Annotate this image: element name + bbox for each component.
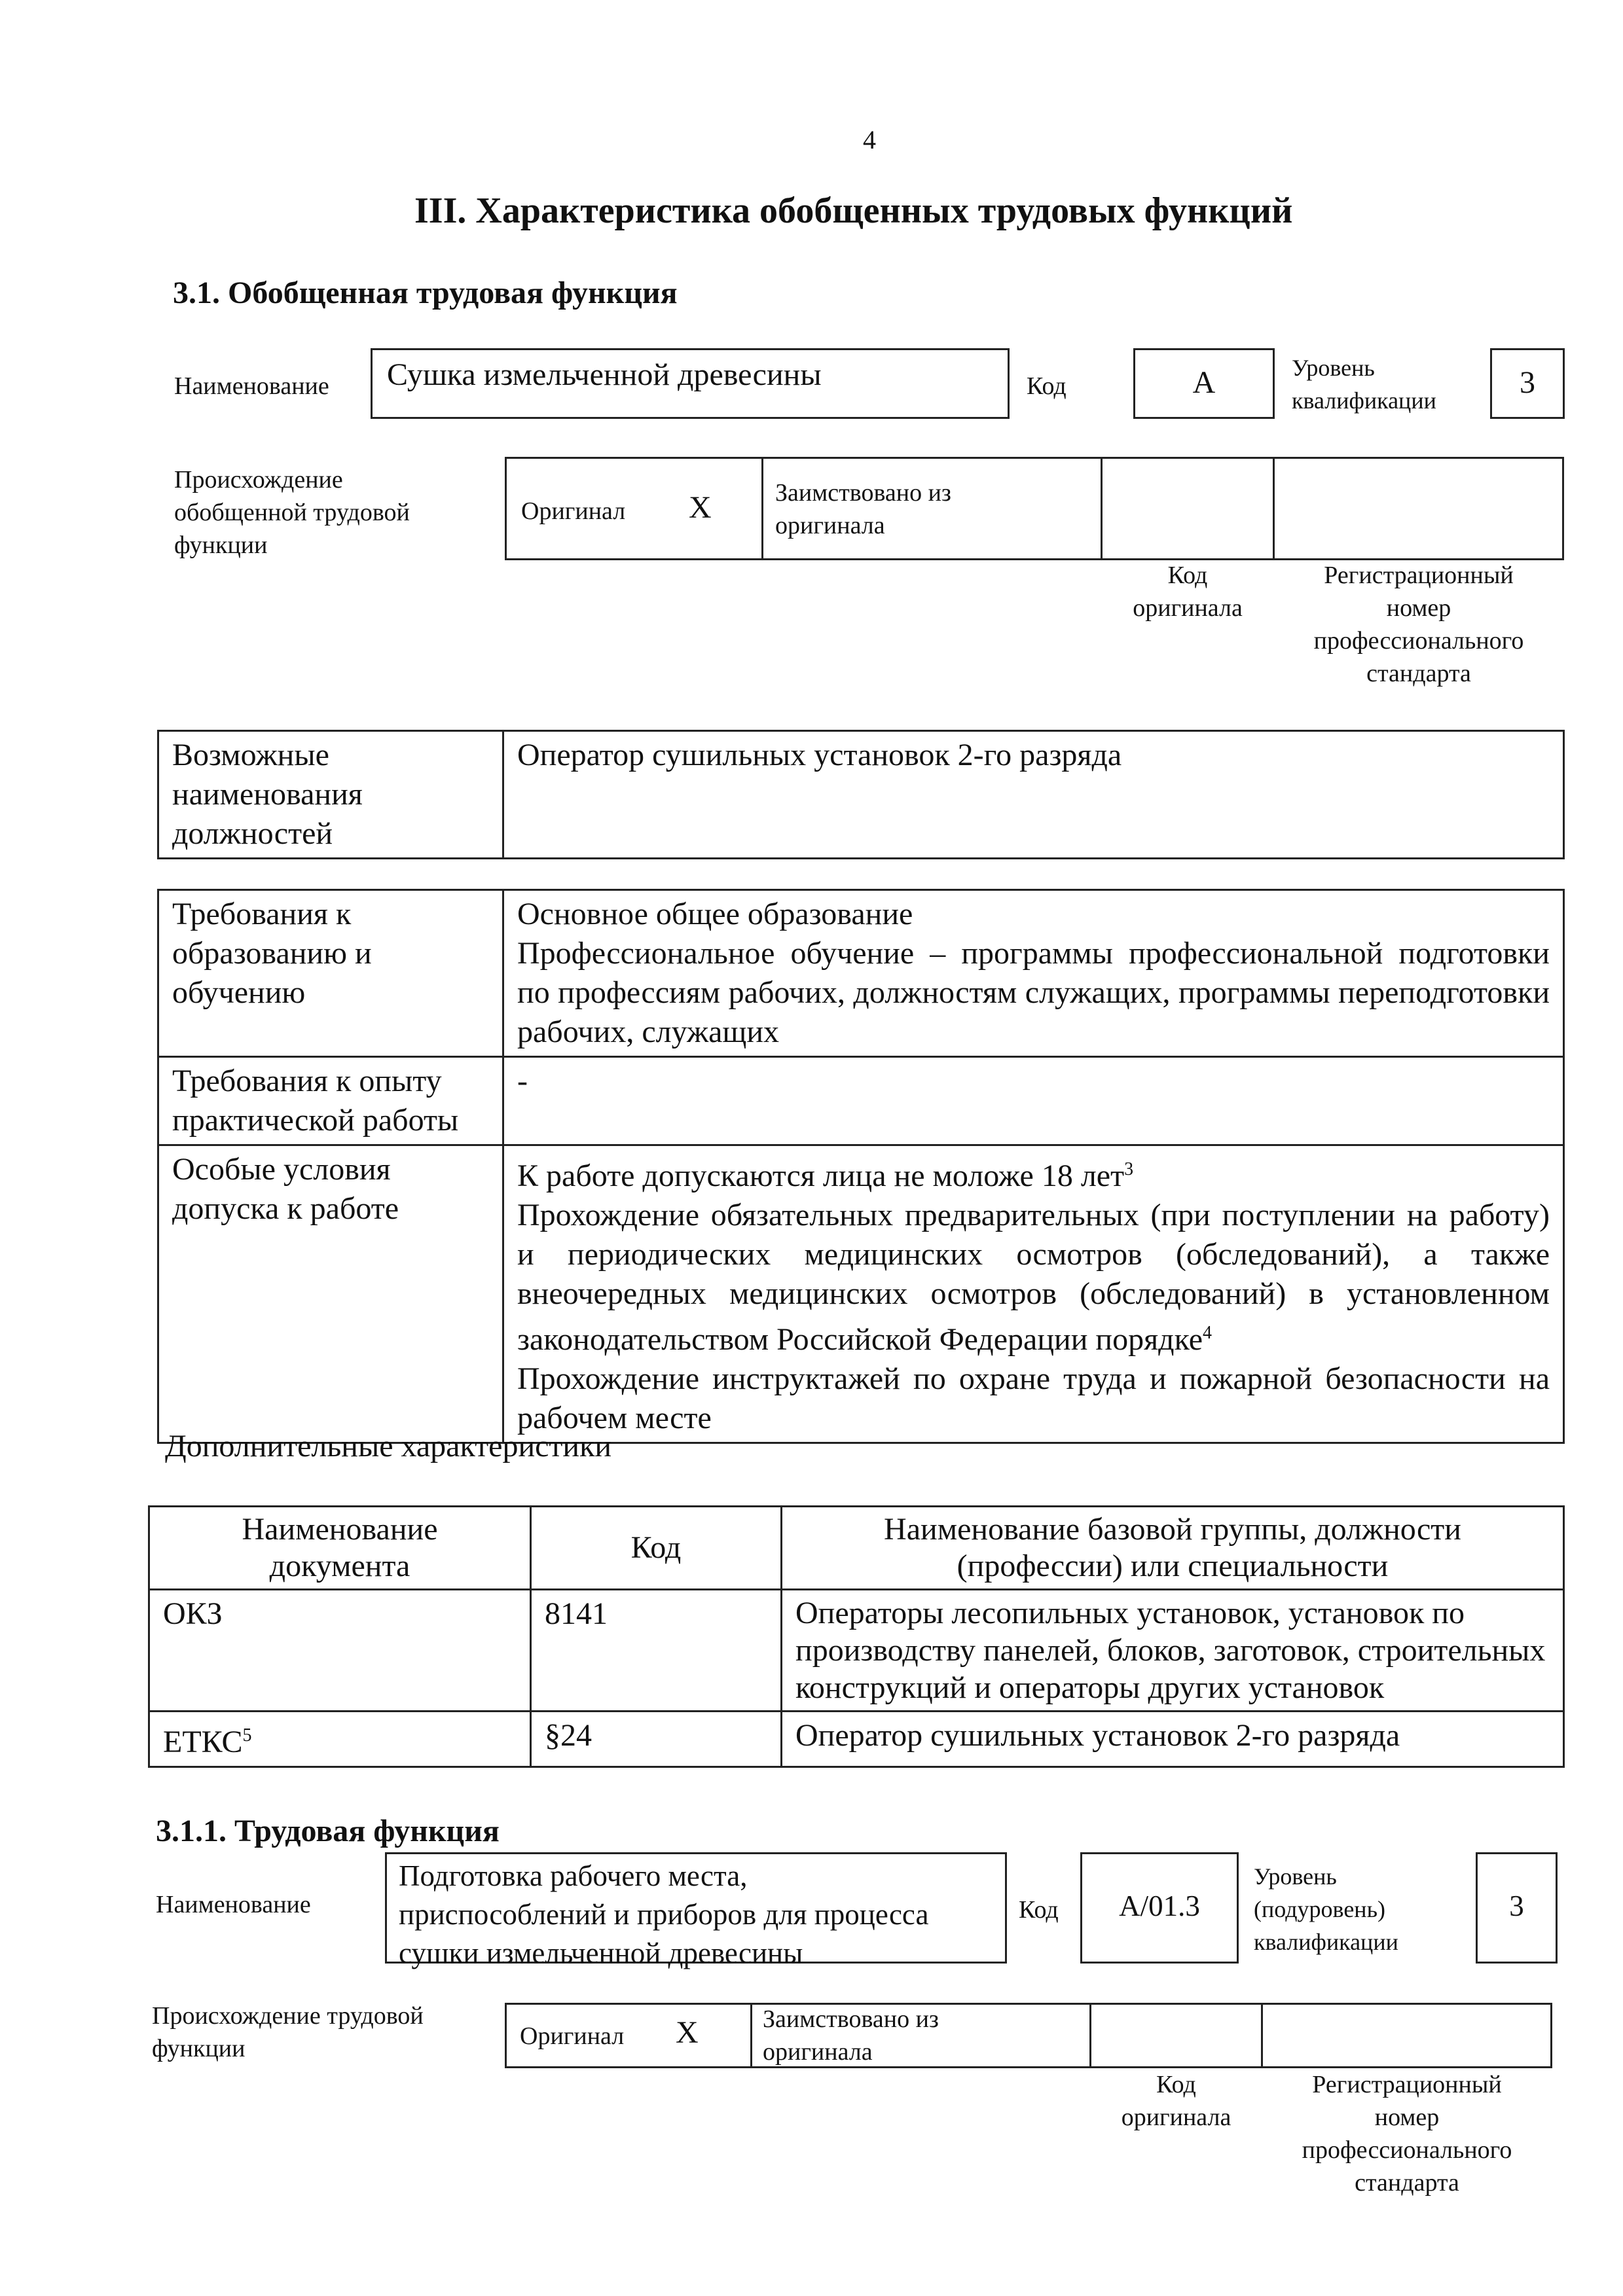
table-row [149, 1712, 1564, 1767]
gtf-reg-caption [1273, 559, 1565, 690]
gtf-orig-code-line2: оригинала [1133, 594, 1243, 622]
row-doc: ОКЗ [149, 1590, 531, 1712]
gtf-level-box [1490, 348, 1565, 419]
positions-label-line3: должностей [172, 816, 333, 851]
cond-line2-text: Прохождение обязательных предварительных (при поступлении на работу) и периодических медицинских осмотров (обследований), а также внеочередных медицинских осмотров (обследований) в установленном законодательством Российской Федерации порядке [517, 1198, 1550, 1357]
tf-original-label: Оригинал [520, 2022, 625, 2050]
tf-level-value: 3 [1509, 1890, 1524, 1922]
gtf-name-value: Сушка измельченной древесины [387, 357, 822, 392]
footnote-3: 3 [1124, 1159, 1134, 1179]
gtf-level-label [1292, 351, 1436, 417]
edu-label-line3: обучению [172, 975, 306, 1010]
row-name: Операторы лесопильных установок, установок по производству панелей, блоков, заготовок, строительных конструкций и операторы других установок [782, 1590, 1564, 1712]
gtf-origin-table [505, 457, 1564, 560]
edu-label-line2: образованию и [172, 936, 372, 971]
tf-orig-code-caption [1089, 2068, 1263, 2134]
gtf-original-label: Оригинал [521, 497, 626, 525]
tf-code-value: А/01.3 [1119, 1890, 1200, 1922]
row-code: §24 [531, 1712, 782, 1767]
positions-value: Оператор сушильных установок 2-го разряда [503, 731, 1564, 859]
tf-origin-label [152, 2000, 424, 2065]
header-doc-line2: документа [269, 1549, 410, 1583]
gtf-reg-line1: Регистрационный [1324, 562, 1514, 589]
exp-value: - [503, 1057, 1564, 1145]
positions-label-line1: Возможные [172, 738, 329, 772]
tf-borrowed-label [763, 2003, 939, 2068]
row-name: Оператор сушильных установок 2-го разряда [782, 1712, 1564, 1767]
gtf-reg-line2: номер [1386, 594, 1451, 622]
cond-line1 [517, 1150, 1550, 1196]
gtf-heading: 3.1. Обобщенная трудовая функция [173, 276, 678, 310]
gtf-name-box [371, 348, 1010, 419]
gtf-origin-line1: Происхождение [174, 466, 343, 493]
row-doc [149, 1712, 531, 1767]
tf-name-label: Наименование [156, 1891, 311, 1918]
requirements-table [157, 889, 1565, 1444]
positions-label [158, 731, 503, 859]
gtf-borrowed-line2: оригинала [775, 512, 885, 539]
gtf-code-box [1133, 348, 1275, 419]
gtf-orig-code-line1: Код [1167, 562, 1208, 589]
positions-table [157, 730, 1565, 859]
section-title: III. Характеристика обобщенных трудовых функций [414, 190, 1293, 231]
gtf-reg-line4: стандарта [1366, 660, 1471, 687]
tf-level-box [1476, 1852, 1558, 1964]
row-doc-text: ЕТКС [163, 1725, 243, 1759]
gtf-orig-code-caption [1101, 559, 1275, 624]
footnote-4: 4 [1203, 1323, 1212, 1343]
tf-level-line2: (подуровень) [1254, 1896, 1385, 1922]
edu-line2: Профессиональное обучение – программы профессиональной подготовки по профессиям рабочих, должностям служащих, программы переподготовки рабочих, служащих [517, 936, 1550, 1049]
exp-label-line2: практической работы [172, 1103, 459, 1138]
gtf-origin-label [174, 463, 410, 562]
cond-label [158, 1145, 503, 1443]
tf-name-line3: сушки измельченной древесины [399, 1937, 803, 1969]
row-code: 8141 [531, 1590, 782, 1712]
edu-label [158, 890, 503, 1057]
exp-label [158, 1057, 503, 1145]
tf-code-label: Код [1019, 1896, 1059, 1924]
header-doc-line1: Наименование [242, 1512, 438, 1547]
header-name [782, 1507, 1564, 1590]
gtf-level-value: 3 [1520, 365, 1535, 400]
gtf-origin-line3: функции [174, 531, 268, 559]
header-doc [149, 1507, 531, 1590]
gtf-code-label: Код [1027, 372, 1067, 400]
header-name-line2: (профессии) или специальности [957, 1549, 1389, 1583]
gtf-level-label-line1: Уровень [1292, 355, 1375, 381]
gtf-level-label-line2: квалификации [1292, 387, 1436, 414]
additional-table [148, 1505, 1565, 1768]
tf-orig-code-line1: Код [1156, 2071, 1196, 2098]
edu-label-line1: Требования к [172, 897, 352, 931]
tf-code-box [1080, 1852, 1239, 1964]
cond-label-line1: Особые условия [172, 1152, 391, 1187]
tf-reg-caption [1261, 2068, 1553, 2199]
table-row [149, 1590, 1564, 1712]
footnote-5: 5 [242, 1725, 252, 1746]
tf-heading: 3.1.1. Трудовая функция [156, 1814, 500, 1848]
edu-value [503, 890, 1564, 1057]
tf-name-line2: приспособлений и приборов для процесса [399, 1898, 929, 1931]
gtf-original-mark: X [689, 490, 712, 525]
cond-line2 [517, 1196, 1550, 1359]
tf-name-box [385, 1852, 1007, 1969]
gtf-origin-line2: обобщенной трудовой [174, 499, 410, 526]
gtf-reg-line3: профессионального [1313, 627, 1524, 655]
gtf-code-value: А [1192, 365, 1216, 400]
gtf-borrowed-line1: Заимствовано из [775, 479, 951, 507]
tf-borrowed-line1: Заимствовано из [763, 2005, 939, 2033]
tf-orig-code-line2: оригинала [1121, 2104, 1231, 2131]
gtf-name-label: Наименование [174, 372, 329, 400]
tf-original-mark: X [676, 2015, 699, 2050]
header-name-line1: Наименование базовой группы, должности [884, 1512, 1461, 1547]
tf-origin-line1: Происхождение трудовой [152, 2002, 424, 2030]
tf-reg-line1: Регистрационный [1312, 2071, 1502, 2098]
tf-origin-table [505, 2003, 1552, 2068]
cond-line1-text: К работе допускаются лица не моложе 18 лет [517, 1158, 1125, 1193]
positions-label-line2: наименования [172, 777, 363, 812]
tf-reg-line2: номер [1374, 2104, 1440, 2131]
exp-label-line1: Требования к опыту [172, 1064, 442, 1098]
cond-line3: Прохождение инструктажей по охране труда и пожарной безопасности на рабочем месте [517, 1361, 1550, 1435]
tf-reg-line4: стандарта [1355, 2169, 1459, 2197]
tf-reg-line3: профессионального [1302, 2136, 1512, 2164]
tf-level-label [1254, 1860, 1398, 1958]
edu-line1: Основное общее образование [517, 897, 913, 931]
tf-borrowed-line2: оригинала [763, 2038, 873, 2066]
header-code: Код [531, 1507, 782, 1590]
tf-origin-line2: функции [152, 2035, 246, 2062]
additional-title: Дополнительные характеристики [165, 1429, 612, 1463]
gtf-borrowed-label [775, 476, 951, 542]
tf-name-line1: Подготовка рабочего места, [399, 1859, 748, 1892]
tf-level-line1: Уровень [1254, 1863, 1337, 1890]
cond-label-line2: допуска к работе [172, 1191, 399, 1226]
cond-value [503, 1145, 1564, 1443]
page-number: 4 [863, 125, 876, 154]
tf-level-line3: квалификации [1254, 1929, 1398, 1955]
